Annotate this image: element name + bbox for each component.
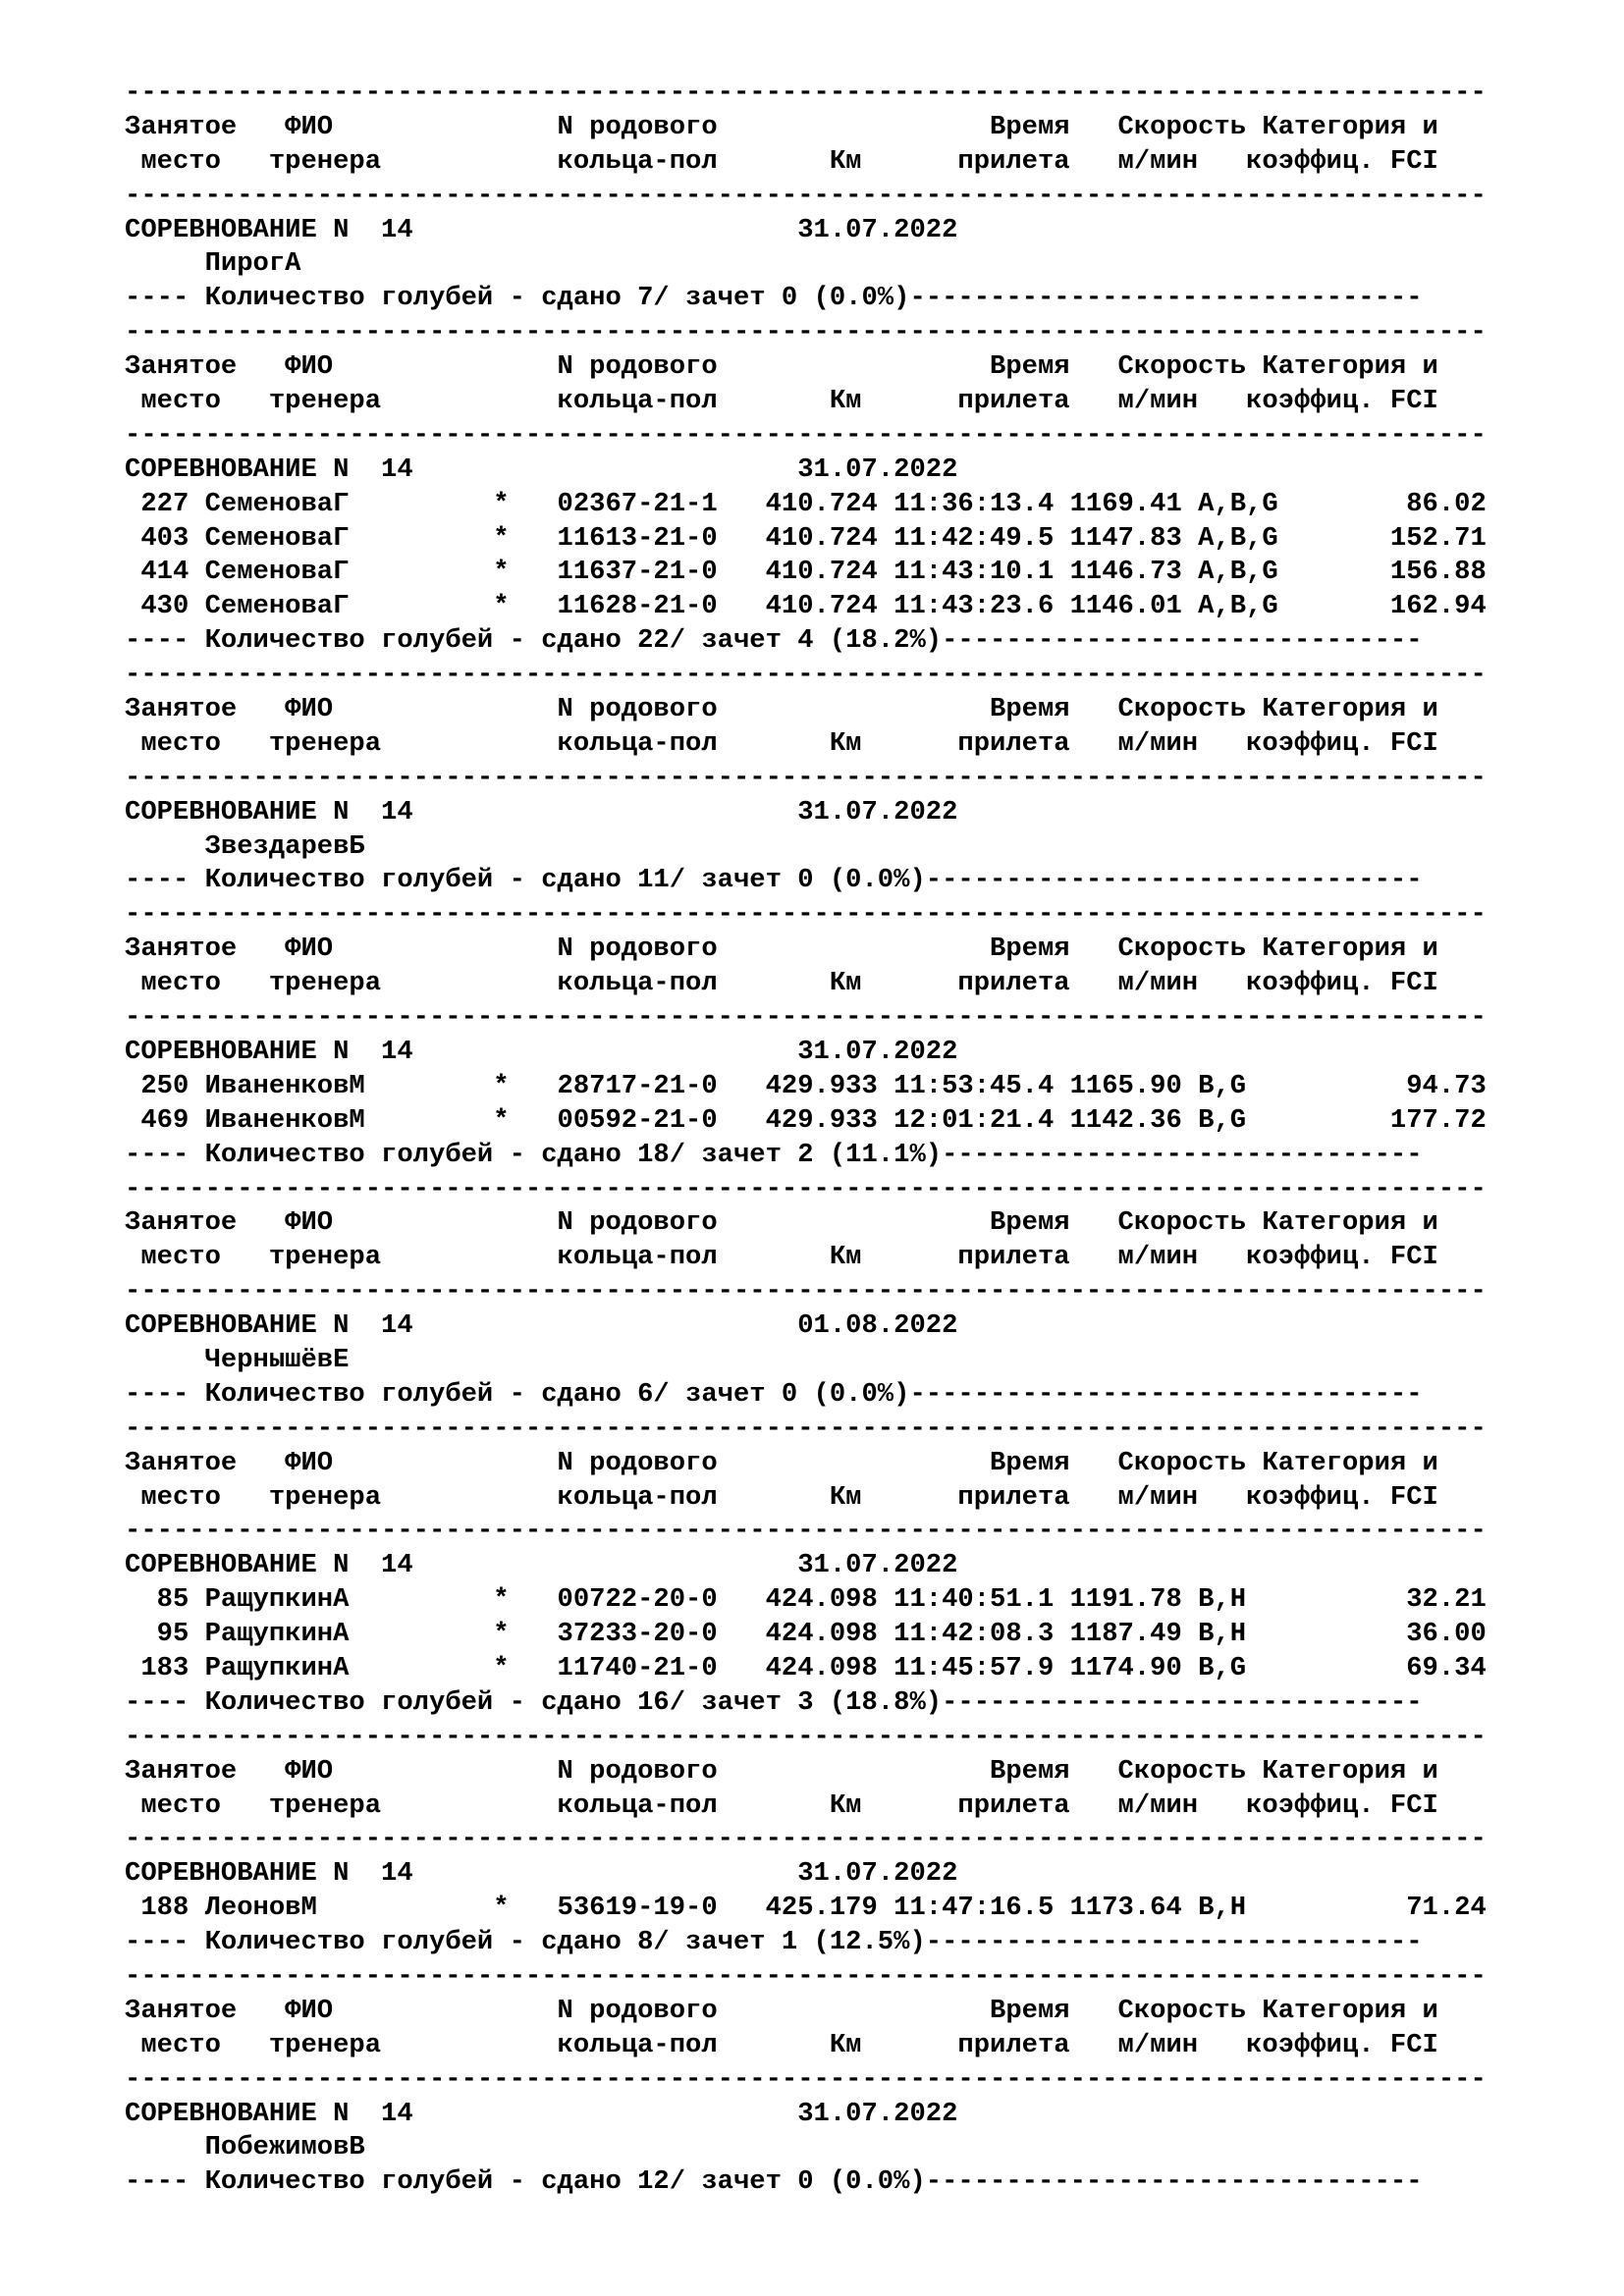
rule-line: ------------------------------------------------------------------------------------- — [125, 1276, 1487, 1308]
result-row: 188 ЛеоновМ * 53619-19-0 425.179 11:47:16.5 1173.64 B,H 71.24 — [125, 1893, 1487, 1924]
rule-line: ------------------------------------------------------------------------------------- — [125, 660, 1487, 691]
column-header-line-1: Занятое ФИО N родового Время Скорость Категория и — [125, 1207, 1438, 1239]
column-header-line-2: место тренера кольца-пол Км прилета м/мин коэффиц. FCI — [125, 1242, 1438, 1273]
summary-line: ---- Количество голубей - сдано 7/ зачет 0 (0.0%)-------------------------------- — [125, 283, 1423, 314]
competition-line: СОРЕВНОВАНИЕ N 14 31.07.2022 — [125, 454, 958, 485]
rule-line: ------------------------------------------------------------------------------------- — [125, 762, 1487, 793]
competition-line: СОРЕВНОВАНИЕ N 14 01.08.2022 — [125, 1310, 958, 1342]
rule-line: ------------------------------------------------------------------------------------- — [125, 1413, 1487, 1444]
rule-line: ------------------------------------------------------------------------------------- — [125, 899, 1487, 931]
result-row: 95 РащупкинА * 37233-20-0 424.098 11:42:08.3 1187.49 B,H 36.00 — [125, 1619, 1487, 1650]
result-row: 85 РащупкинА * 00722-20-0 424.098 11:40:51.1 1191.78 B,H 32.21 — [125, 1584, 1487, 1616]
summary-line: ---- Количество голубей - сдано 22/ зачет 4 (18.2%)------------------------------ — [125, 625, 1423, 657]
rule-line: ------------------------------------------------------------------------------------- — [125, 1721, 1487, 1752]
rule-line: ------------------------------------------------------------------------------------- — [125, 1002, 1487, 1034]
rule-line: ------------------------------------------------------------------------------------- — [125, 419, 1487, 451]
result-row: 183 РащупкинА * 11740-21-0 424.098 11:45:57.9 1174.90 B,G 69.34 — [125, 1652, 1487, 1683]
summary-line: ---- Количество голубей - сдано 18/ зачет 2 (11.1%)------------------------------ — [125, 1139, 1423, 1170]
competition-line: СОРЕВНОВАНИЕ N 14 31.07.2022 — [125, 1036, 958, 1067]
results-sheet — [125, 77, 1607, 2200]
result-row: 227 СеменоваГ * 02367-21-1 410.724 11:36:13.4 1169.41 A,B,G 86.02 — [125, 488, 1487, 519]
rule-line: ------------------------------------------------------------------------------------- — [125, 1173, 1487, 1204]
competition-line: СОРЕВНОВАНИЕ N 14 31.07.2022 — [125, 2098, 958, 2129]
column-header-line-1: Занятое ФИО N родового Время Скорость Категория и — [125, 934, 1438, 965]
competition-line: СОРЕВНОВАНИЕ N 14 31.07.2022 — [125, 1858, 958, 1890]
column-header-line-2: место тренера кольца-пол Км прилета м/мин коэффиц. FCI — [125, 2029, 1438, 2060]
summary-line: ---- Количество голубей - сдано 16/ зачет 3 (18.8%)------------------------------ — [125, 1686, 1423, 1718]
trainer-name-line: ЧернышёвЕ — [125, 1344, 350, 1375]
rule-line: ------------------------------------------------------------------------------------- — [125, 78, 1487, 108]
result-row: 430 СеменоваГ * 11628-21-0 410.724 11:43:23.6 1146.01 A,B,G 162.94 — [125, 591, 1487, 622]
summary-line: ---- Количество голубей - сдано 12/ зачет 0 (0.0%)------------------------------- — [125, 2166, 1423, 2198]
competition-line: СОРЕВНОВАНИЕ N 14 31.07.2022 — [125, 1550, 958, 1581]
rule-line: ------------------------------------------------------------------------------------- — [125, 180, 1487, 211]
column-header-line-2: место тренера кольца-пол Км прилета м/мин коэффиц. FCI — [125, 727, 1438, 759]
competition-line: СОРЕВНОВАНИЕ N 14 31.07.2022 — [125, 214, 958, 245]
rule-line: ------------------------------------------------------------------------------------- — [125, 317, 1487, 348]
column-header-line-2: место тренера кольца-пол Км прилета м/мин коэффиц. FCI — [125, 1481, 1438, 1513]
column-header-line-2: место тренера кольца-пол Км прилета м/мин коэффиц. FCI — [125, 1789, 1438, 1821]
trainer-name-line: ЗвездаревБ — [125, 830, 365, 862]
trainer-name-line: ПобежимовВ — [125, 2132, 365, 2163]
column-header-line-2: место тренера кольца-пол Км прилета м/мин коэффиц. FCI — [125, 968, 1438, 999]
trainer-name-line: ПирогА — [125, 248, 301, 280]
column-header-line-1: Занятое ФИО N родового Время Скорость Категория и — [125, 1447, 1438, 1478]
rule-line: ------------------------------------------------------------------------------------- — [125, 1516, 1487, 1547]
result-row: 403 СеменоваГ * 11613-21-0 410.724 11:42:49.5 1147.83 A,B,G 152.71 — [125, 522, 1487, 554]
rule-line: ------------------------------------------------------------------------------------- — [125, 1960, 1487, 1992]
rule-line: ------------------------------------------------------------------------------------- — [125, 1824, 1487, 1855]
summary-line: ---- Количество голубей - сдано 8/ зачет 1 (12.5%)------------------------------- — [125, 1927, 1423, 1958]
column-header-line-1: Занятое ФИО N родового Время Скорость Категория и — [125, 694, 1438, 725]
column-header-line-2: место тренера кольца-пол Км прилета м/мин коэффиц. FCI — [125, 145, 1438, 177]
result-row: 414 СеменоваГ * 11637-21-0 410.724 11:43:10.1 1146.73 A,B,G 156.88 — [125, 557, 1487, 588]
column-header-line-1: Занятое ФИО N родового Время Скорость Категория и — [125, 1755, 1438, 1787]
summary-line: ---- Количество голубей - сдано 11/ зачет 0 (0.0%)------------------------------- — [125, 865, 1423, 896]
summary-line: ---- Количество голубей - сдано 6/ зачет 0 (0.0%)-------------------------------- — [125, 1378, 1423, 1410]
column-header-line-1: Занятое ФИО N родового Время Скорость Категория и — [125, 1995, 1438, 2026]
result-row: 250 ИваненковМ * 28717-21-0 429.933 11:53:45.4 1165.90 B,G 94.73 — [125, 1070, 1487, 1101]
column-header-line-1: Занятое ФИО N родового Время Скорость Категория и — [125, 351, 1438, 383]
result-row: 469 ИваненковМ * 00592-21-0 429.933 12:01:21.4 1142.36 B,G 177.72 — [125, 1104, 1487, 1136]
column-header-line-2: место тренера кольца-пол Км прилета м/мин коэффиц. FCI — [125, 386, 1438, 417]
competition-line: СОРЕВНОВАНИЕ N 14 31.07.2022 — [125, 796, 958, 828]
column-header-line-1: Занятое ФИО N родового Время Скорость Категория и — [125, 111, 1438, 142]
rule-line: ------------------------------------------------------------------------------------- — [125, 2063, 1487, 2095]
